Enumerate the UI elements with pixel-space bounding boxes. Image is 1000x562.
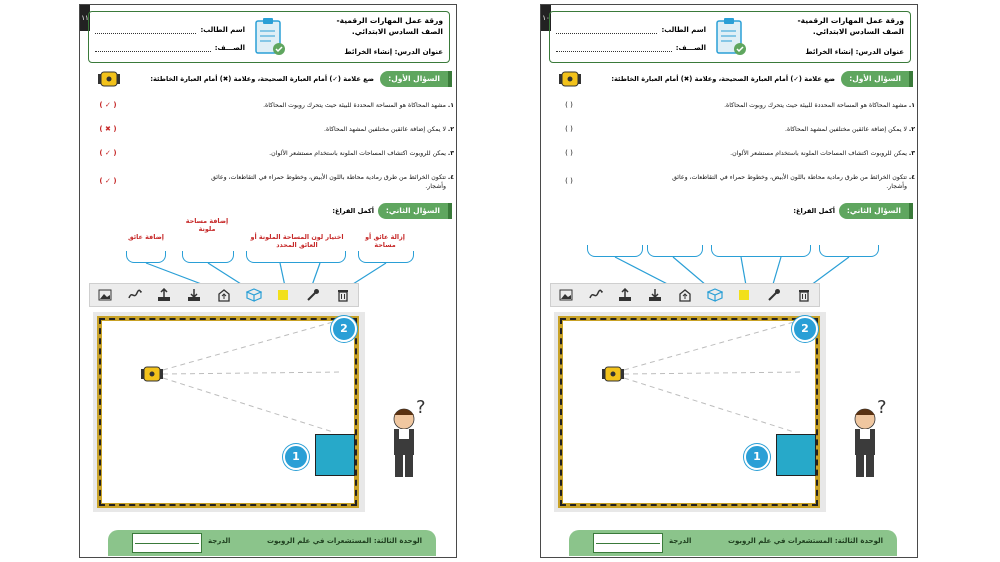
statement-1: ١. مشهد المحاكاة هو المساحة المحددة للبيئة حيث يتحرك روبوت المحاكاة. [263, 102, 454, 109]
callout-remove: إزالة عائق أو مساحة [365, 233, 405, 249]
worksheet-footer [569, 530, 897, 556]
thinking-person-figure [841, 397, 897, 481]
worksheet-title: ورقة عمل المهارات الرقمية-الصف السادس الابتدائي. [797, 16, 904, 36]
worksheet-title: ورقة عمل المهارات الرقمية-الصف السادس الابتدائي. [336, 16, 443, 36]
clipboard-icon [253, 17, 287, 57]
simulator-toolbar [550, 283, 820, 307]
path-icon[interactable] [126, 286, 144, 304]
sensor-rays [554, 312, 826, 512]
robot-icon [98, 69, 120, 89]
answer-3[interactable]: ( ) [565, 149, 573, 157]
svg-text:?: ? [877, 397, 887, 418]
clipboard-icon [714, 17, 748, 57]
image-icon[interactable] [557, 286, 575, 304]
export-icon[interactable] [616, 286, 634, 304]
colored-area-icon[interactable] [735, 286, 753, 304]
obstacle-cube-icon[interactable] [245, 286, 263, 304]
callout-add-colored-area: إضافة مساحة ملونة [185, 217, 229, 233]
answer-4[interactable]: ( ) [565, 177, 573, 185]
grade-box[interactable] [132, 533, 202, 553]
worksheet-blank [540, 4, 918, 558]
trash-icon[interactable] [795, 286, 813, 304]
worksheet-header [549, 11, 911, 63]
answer-2[interactable]: ( ) [565, 125, 573, 133]
question-2-instruction: أكمل الفراغ: [332, 207, 374, 215]
obstacle-box[interactable] [315, 434, 355, 476]
question-1-instruction: ضع علامة (✓) أمام العبارة الصحيحة، وعلامة (✖) أمام العبارة الخاطئة: [150, 75, 374, 83]
page-number-tab: ١١ [80, 5, 90, 31]
grade-box[interactable] [593, 533, 663, 553]
obstacle-cube-icon[interactable] [706, 286, 724, 304]
student-name-field[interactable] [95, 25, 196, 34]
statement-4: ٤. تتكون الخرائط من طرق رمادية محاطة باللون الأبيض، وخطوط حمراء في التقاطعات، وعائق وأشجار. [672, 174, 915, 190]
callout-add-obstacle: إضافة عائق [128, 233, 164, 241]
answer-3[interactable]: ( ✓ ) [99, 149, 117, 157]
path-icon[interactable] [587, 286, 605, 304]
lesson-title: عنوان الدرس: إنشاء الخرائط [805, 48, 904, 56]
robot-icon[interactable] [141, 364, 163, 384]
colored-area-icon[interactable] [274, 286, 292, 304]
student-name-label: اسم الطالب: [661, 26, 706, 34]
answer-1[interactable]: ( ✓ ) [99, 101, 117, 109]
statement-4: ٤. تتكون الخرائط من طرق رمادية محاطة باللون الأبيض، وخطوط حمراء في التقاطعات، وعائق وأشجار. [211, 174, 454, 190]
question-1-badge: السؤال الأول: [380, 71, 448, 87]
robot-icon[interactable] [602, 364, 624, 384]
export-icon[interactable] [155, 286, 173, 304]
worksheet-answered [79, 4, 457, 558]
class-field[interactable] [556, 43, 672, 52]
color-picker-icon[interactable] [304, 286, 322, 304]
statement-1: ١. مشهد المحاكاة هو المساحة المحددة للبيئة حيث يتحرك روبوت المحاكاة. [724, 102, 915, 109]
student-name-label: اسم الطالب: [200, 26, 245, 34]
student-fields [95, 16, 245, 52]
student-name-field[interactable] [556, 25, 657, 34]
marker-2: 2 [331, 316, 357, 342]
save-icon[interactable] [185, 286, 203, 304]
simulator-toolbar [89, 283, 359, 307]
image-icon[interactable] [96, 286, 114, 304]
marker-1: 1 [283, 444, 309, 470]
svg-text:?: ? [416, 397, 426, 418]
unit-title: الوحدة الثالثة: المستشعرات في علم الروبوت [266, 537, 422, 545]
statement-2: ٢. لا يمكن إضافة عائقين مختلفين لمشهد المحاكاة. [323, 126, 454, 133]
question-2-badge: السؤال الثاني: [378, 203, 448, 219]
question-2-badge: السؤال الثاني: [839, 203, 909, 219]
robot-icon [559, 69, 581, 89]
statement-3: ٣. يمكن للروبوت اكتشاف المساحات الملونة باستخدام مستشعر الألوان. [730, 150, 915, 157]
save-icon[interactable] [646, 286, 664, 304]
answer-1[interactable]: ( ) [565, 101, 573, 109]
class-label: الصـــف: [214, 44, 245, 52]
obstacle-box[interactable] [776, 434, 816, 476]
thinking-person-figure [380, 397, 436, 481]
question-2-instruction: أكمل الفراغ: [793, 207, 835, 215]
marker-2: 2 [792, 316, 818, 342]
trash-icon[interactable] [334, 286, 352, 304]
worksheet-footer [108, 530, 436, 556]
lesson-title: عنوان الدرس: إنشاء الخرائط [344, 48, 443, 56]
answer-4[interactable]: ( ✓ ) [99, 177, 117, 185]
callout-choose-color: اختيار لون المساحة الملونة أو العائق المحدد [250, 233, 344, 249]
sensor-rays [93, 312, 365, 512]
answer-2[interactable]: ( ✖ ) [99, 125, 117, 133]
statement-2: ٢. لا يمكن إضافة عائقين مختلفين لمشهد المحاكاة. [784, 126, 915, 133]
simulation-scene [93, 312, 365, 512]
grade-label: الدرجة [208, 537, 231, 545]
worksheet-header [88, 11, 450, 63]
grade-label: الدرجة [669, 537, 692, 545]
statement-3: ٣. يمكن للروبوت اكتشاف المساحات الملونة باستخدام مستشعر الألوان. [269, 150, 454, 157]
marker-1: 1 [744, 444, 770, 470]
question-1-instruction: ضع علامة (✓) أمام العبارة الصحيحة، وعلامة (✖) أمام العبارة الخاطئة: [611, 75, 835, 83]
class-label: الصـــف: [675, 44, 706, 52]
student-fields [556, 16, 706, 52]
color-picker-icon[interactable] [765, 286, 783, 304]
question-1-badge: السؤال الأول: [841, 71, 909, 87]
upload-icon[interactable] [676, 286, 694, 304]
simulation-scene [554, 312, 826, 512]
class-field[interactable] [95, 43, 211, 52]
unit-title: الوحدة الثالثة: المستشعرات في علم الروبوت [727, 537, 883, 545]
page-number-tab: ١٠ [541, 5, 551, 31]
upload-icon[interactable] [215, 286, 233, 304]
